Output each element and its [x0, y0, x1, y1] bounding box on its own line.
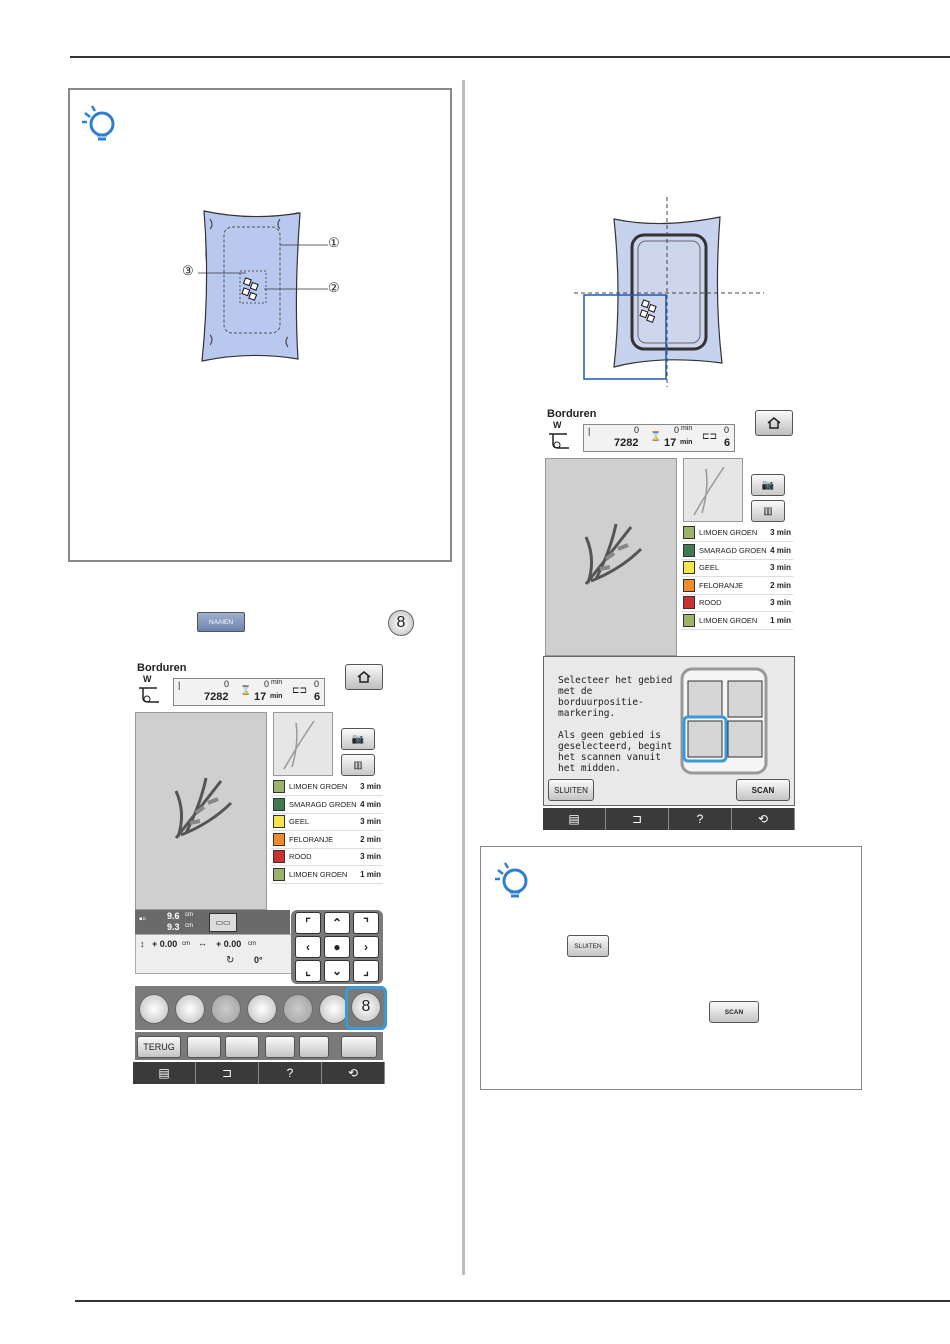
- stitch-icon: ▥: [353, 759, 363, 771]
- thread-name: LIMOEN GROEN: [289, 782, 348, 791]
- note-box-left: [68, 88, 452, 562]
- thread-spool-icon: [683, 596, 695, 609]
- thread-name: SMARAGD GROEN: [699, 545, 767, 555]
- presser-foot-icon: [137, 684, 169, 704]
- presser-foot-icon: [547, 430, 579, 450]
- callout-2: ②: [328, 280, 340, 295]
- edit-button-row: [135, 986, 383, 1030]
- status-bar: | 0 7282 ⌛ 0 min 17 min ⊏⊐ 0 6: [173, 678, 325, 706]
- thread-name: ROOD: [289, 852, 312, 861]
- sluiten-button[interactable]: SLUITEN: [548, 779, 594, 801]
- machine-settings-button[interactable]: ⊐: [196, 1062, 259, 1084]
- thread-spool-icon: [683, 526, 695, 539]
- taskbar: [543, 808, 795, 830]
- thread-row: [271, 831, 383, 849]
- home-icon: [766, 416, 782, 430]
- thread-name: ROOD: [699, 598, 722, 607]
- settings-button[interactable]: ⟲: [322, 1062, 385, 1084]
- thread-time: 1 min: [770, 615, 791, 625]
- camera-highlight: [345, 986, 387, 1030]
- center-button[interactable]: ●: [324, 936, 350, 958]
- stitch-preview-button[interactable]: [751, 500, 785, 522]
- memory-button[interactable]: [341, 1036, 377, 1058]
- resize-button[interactable]: [139, 994, 169, 1024]
- thread-name: SMARAGD GROEN: [289, 799, 357, 809]
- hoop-size-icon: ▭▭: [209, 913, 237, 932]
- thread-name: FELORANJE: [699, 580, 744, 590]
- arrow-down-right-button[interactable]: ⌟: [353, 960, 379, 982]
- embroidery-preview: [545, 458, 677, 656]
- naaien-button[interactable]: NAAIEN: [197, 612, 245, 632]
- rotate-icon: ↻: [226, 955, 235, 966]
- callout-3: ③: [182, 263, 194, 278]
- thread-row: [681, 542, 793, 560]
- thread-spool-icon: [273, 868, 285, 881]
- thread-spool-icon: [273, 833, 285, 846]
- thread-time: 3 min: [360, 817, 381, 826]
- thread-row: [271, 848, 383, 866]
- thread-name: LIMOEN GROEN: [699, 528, 758, 537]
- leaf-pattern-icon: [576, 519, 646, 589]
- thread-name: LIMOEN GROEN: [289, 869, 348, 879]
- scan-button[interactable]: SCAN: [736, 779, 790, 801]
- dialog-message: Selecteer het gebied met de borduurpositie- markering. Als geen gebied is geselecteerd, begint het scannen vanuit het midden.: [558, 675, 673, 774]
- thread-time: 1 min: [360, 869, 381, 879]
- bottom-button-row: [135, 1032, 383, 1060]
- cut-button[interactable]: [187, 1036, 221, 1058]
- arrow-down-button[interactable]: ⌄: [324, 960, 350, 982]
- home-icon: [356, 670, 372, 684]
- footer-rule: [75, 1300, 950, 1302]
- stitch-preview-button[interactable]: [341, 754, 375, 776]
- size-panel: ▪▫ 9.6 cm 9.3 cm ▭▭: [135, 910, 290, 934]
- color-total: 6: [314, 691, 321, 703]
- thread-name: FELORANJE: [289, 834, 334, 844]
- help-button[interactable]: ?: [259, 1062, 322, 1084]
- embroidery-preview: [135, 712, 267, 910]
- color-total: 6: [724, 437, 731, 449]
- pattern-list-button[interactable]: ▤: [543, 808, 606, 830]
- camera-button[interactable]: [341, 728, 375, 750]
- column-divider: [462, 80, 465, 1275]
- lightbulb-icon: [493, 859, 531, 907]
- lcd-screen-right: [543, 406, 795, 830]
- stitch-total: 7282: [204, 691, 229, 703]
- thread-time: 3 min: [360, 782, 381, 791]
- thread-spool-icon: [683, 561, 695, 574]
- thread-row: [681, 577, 793, 595]
- leaf-pattern-icon: [166, 773, 236, 843]
- thread-spool-icon: [273, 850, 285, 863]
- thread-spool-icon: [273, 798, 285, 811]
- time-total: 17: [254, 691, 267, 703]
- size-icon: ▪▫: [139, 914, 147, 925]
- screen-title: Borduren: [547, 408, 597, 420]
- thread-row: [271, 813, 383, 831]
- horizontal-offset-icon: ↔: [198, 938, 207, 948]
- thread-spool-icon: [683, 544, 695, 557]
- thread-time: 3 min: [770, 528, 791, 537]
- note-box-right: [480, 846, 862, 1090]
- stitch-current: 0: [634, 425, 640, 435]
- needle-button[interactable]: [265, 1036, 295, 1058]
- lightbulb-icon: [80, 102, 118, 150]
- status-bar: | 0 7282 ⌛ 0 min 17 min ⊏⊐ 0 6: [583, 424, 735, 452]
- thread-row: [271, 866, 383, 884]
- arrow-up-left-button[interactable]: ⌜: [295, 912, 321, 934]
- thread-name: GEEL: [699, 563, 720, 572]
- arrow-up-right-button[interactable]: ⌝: [353, 912, 379, 934]
- help-button[interactable]: ?: [669, 808, 732, 830]
- pattern-thumbnail: [683, 458, 743, 522]
- mirror-button[interactable]: [247, 994, 277, 1024]
- tension-button[interactable]: [225, 1036, 259, 1058]
- thread-row: [681, 612, 793, 630]
- thread-time: 3 min: [770, 598, 791, 607]
- hoop-scan-figure: [570, 195, 770, 390]
- taskbar: [133, 1062, 385, 1084]
- thread-name: LIMOEN GROEN: [699, 615, 758, 625]
- thread-time: 3 min: [770, 563, 791, 572]
- thread-name: GEEL: [289, 817, 310, 826]
- thread-row: [681, 559, 793, 577]
- rotate-button[interactable]: [175, 994, 205, 1024]
- stitch-total: 7282: [614, 437, 639, 449]
- callout-1: ①: [328, 235, 340, 250]
- time-current: 0: [674, 425, 680, 435]
- screen-title: Borduren: [137, 662, 187, 674]
- thread-time: 4 min: [360, 799, 381, 809]
- array-button[interactable]: [283, 994, 313, 1024]
- trial-button[interactable]: [299, 1036, 329, 1058]
- thread-spool-icon: [683, 614, 695, 627]
- presser-foot-label: W: [143, 674, 152, 684]
- thread-spool-icon: [273, 780, 285, 793]
- offset-panel: ↕ + 0.00 cm ↔ + 0.00 cm ↻ 0°: [135, 934, 292, 974]
- color-current: 0: [724, 425, 730, 435]
- machine-settings-button[interactable]: ⊐: [606, 808, 669, 830]
- camera-icon: 📷: [761, 479, 775, 491]
- pattern-list-button[interactable]: ▤: [133, 1062, 196, 1084]
- home-button[interactable]: [345, 664, 383, 690]
- arrow-right-button[interactable]: ›: [353, 936, 379, 958]
- camera-button[interactable]: [751, 474, 785, 496]
- hoop-area-selector: [676, 665, 788, 777]
- scan-area-dialog: [543, 656, 795, 806]
- time-total: 17: [664, 437, 677, 449]
- thread-row: [681, 594, 793, 612]
- scan-inline-button[interactable]: SCAN: [709, 1001, 759, 1023]
- sluiten-inline-button[interactable]: SLUITEN: [567, 935, 609, 957]
- fabric-hoop-figure: [180, 205, 380, 380]
- camera-position-screen-button[interactable]: 8: [351, 992, 381, 1022]
- terug-button[interactable]: TERUG: [137, 1036, 181, 1058]
- stitch-current: 0: [224, 679, 230, 689]
- color-current: 0: [314, 679, 320, 689]
- thread-row: [271, 796, 383, 814]
- header-rule: [70, 56, 950, 58]
- arrow-down-left-button[interactable]: ⌞: [295, 960, 321, 982]
- arrow-left-button[interactable]: ‹: [295, 936, 321, 958]
- camera-icon: 📷: [351, 733, 365, 745]
- thread-spool-icon: [273, 815, 285, 828]
- thread-row: [681, 524, 793, 542]
- thread-time: 2 min: [360, 834, 381, 844]
- thread-row: [271, 778, 383, 796]
- camera-position-button[interactable]: 8: [388, 610, 414, 636]
- settings-button[interactable]: ⟲: [732, 808, 795, 830]
- thread-time: 4 min: [770, 545, 791, 555]
- time-current: 0: [264, 679, 270, 689]
- thread-spool-icon: [683, 579, 695, 592]
- density-button[interactable]: [211, 994, 241, 1024]
- home-button[interactable]: [755, 410, 793, 436]
- presser-foot-label: W: [553, 420, 562, 430]
- stitch-icon: ▥: [763, 505, 773, 517]
- pattern-thumbnail: [273, 712, 333, 776]
- thread-time: 2 min: [770, 580, 791, 590]
- lcd-screen-left: [133, 660, 385, 1085]
- vertical-offset-icon: ↕: [140, 939, 145, 949]
- thread-time: 3 min: [360, 852, 381, 861]
- arrow-up-button[interactable]: ⌃: [324, 912, 350, 934]
- arrow-pad: [291, 910, 383, 984]
